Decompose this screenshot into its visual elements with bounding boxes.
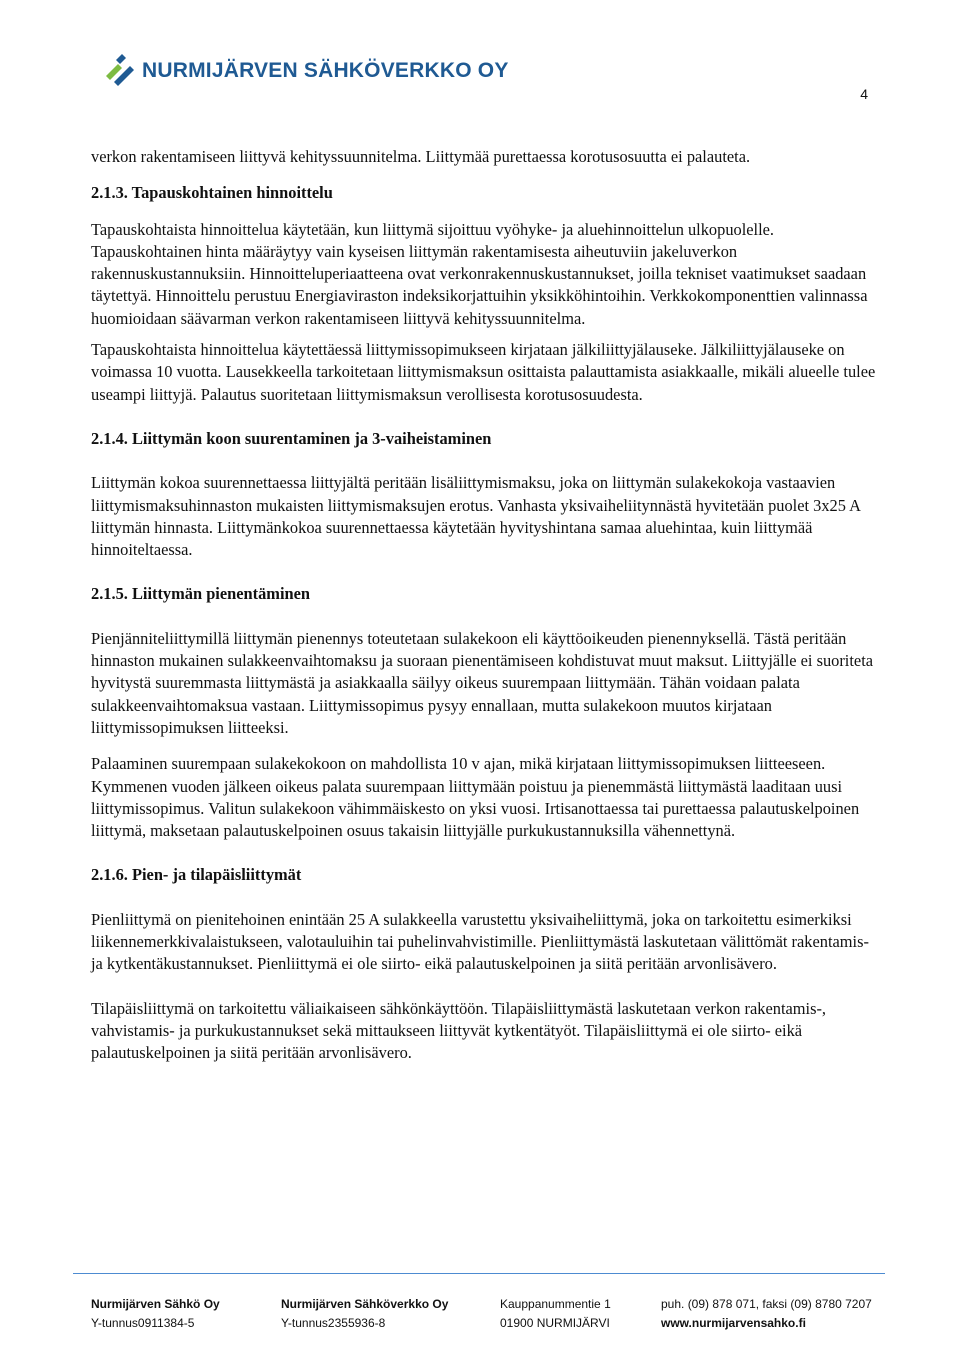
section-heading: 2.1.6. Pien- ja tilapäisliittymät <box>91 865 302 885</box>
footer-business-id: Y-tunnus2355936-8 <box>281 1316 386 1330</box>
footer <box>91 1295 891 1333</box>
logo-emblem-icon <box>104 54 134 88</box>
paragraph: Palaaminen suurempaan sulakekokoon on mahdollista 10 v ajan, mikä kirjataan liittymissopimuksen liitteeseen. Kymmenen vuoden jälkeen oikeus palata suurempaan liittymään poistuu ja pienemmästä liittymästä laaditaan uusi liittymissopimus. Valitun sulakekoon vähimmäiskesto on yksi vuosi. Irtisanottaessa tai purettaessa palautuskelpoinen liittymä, maksetaan palautuskelpoinen osuus takaisin liittyjälle purkukustannuksilla vähennettynä. <box>91 754 860 841</box>
footer-business-id: Y-tunnus0911384-5 <box>91 1316 195 1330</box>
paragraph: Tapauskohtaista hinnoittelua käytetään, kun liittymä sijoittuu vyöhyke- ja aluehinnoittelun ulkopuolelle. Tapauskohtainen hinta määräytyy vain kyseisen liittymän rakentamisesta aiheutuviin jakeluverkon rakennuskustannuksiin. Hinnoitteluperiaatteena ovat verkonrakennuskustannukset, joilla tekniset vaatimukset saadaan täytettyä. Hinnoittelu perustuu Energiaviraston indeksikorjattuihin yksikköhintoihin. Verkkokomponenttien valinnassa huomioidaan säävarman verkon rakentamiseen liittyvä kehityssuunnitelma. <box>91 219 868 328</box>
paragraph: Pienliittymä on pienitehoinen enintään 25 A sulakkeella varustettu yksivaiheliittymä, joka on tarkoitettu esimerkiksi liikennemerkkivalaistukseen, valotauluihin tai puhelinvahvistimille. Pienliittymästä laskutetaan välittömät rakentamis- ja kytkentäkustannukset. Pienliittymä ei ole siirto- eikä palautuskelpoinen ja siitä peritään arvonlisävero. <box>91 909 869 974</box>
footer-divider <box>73 1273 885 1274</box>
page-number: 4 <box>860 86 868 102</box>
section-heading: 2.1.5. Liittymän pienentäminen <box>91 584 311 604</box>
paragraph: Liittymän kokoa suurennettaessa liittyjältä peritään lisäliittymismaksu, joka on liittymän sulakekokoja vastaavien liittymismaksuhinnaston mukaisten liittymismaksujen erotus. Vanhasta yksivaiheliitynnästä hyvitetään puolet 3x25 A liittymän hinnasta. Liittymänkokoa suurennettaessa käytetään hyvityshintana samaa aluehintaa, kuin liittymää hinnoiteltaessa. <box>91 473 861 560</box>
footer-row <box>91 1314 891 1333</box>
document-body <box>91 146 876 1065</box>
paragraph: Tilapäisliittymä on tarkoitettu väliaikaiseen sähkönkäyttöön. Tilapäisliittymästä laskutetaan verkon rakentamis-, vahvistamis- ja purkukustannukset sekä mittaukseen liittyvät kytkentätyöt. Tilapäisliittymä ei ole siirto- eikä palautuskelpoinen ja siitä peritään arvonlisävero. <box>91 998 827 1063</box>
footer-company-name: Nurmijärven Sähkö Oy <box>91 1297 220 1311</box>
logo-text: NURMIJÄRVEN SÄHKÖVERKKO OY <box>142 59 509 82</box>
footer-address: Kauppanummentie 1 <box>500 1297 611 1311</box>
section-heading: 2.1.4. Liittymän koon suurentaminen ja 3-vaiheistaminen <box>91 428 492 448</box>
paragraph: Pienjänniteliittymillä liittymän pienennys toteutetaan sulakekoon eli käyttöoikeuden pienennyksellä. Tästä peritään hinnaston mukainen sulakkeenvaihtomaksu ja suoraan pienentämiseen kohdistuvat muut maksut. Liittyjälle ei suoriteta hyvitystä suuremmasta liittymästä ja asiakkaalla säilyy oikeus suurempaan liittymään. Tähän voidaan palata sulakkeenvaihtomaksua vastaan. Liittymissopimus pysyy ennallaan, mutta sulakekoon muutos kirjataan liittymissopimuksen liitteeksi. <box>91 628 874 737</box>
footer-postal-code: 01900 NURMIJÄRVI <box>500 1316 610 1330</box>
paragraph: Tapauskohtaista hinnoittelua käytettäessä liittymissopimukseen kirjataan jälkiliittyjälauseke. Jälkiliittyjälauseke on voimassa 10 vuotta. Lausekkeella tarkoitetaan liittymismaksun osittaista palauttamista asiakkaalle, mikäli alueelle tulee useampi liittyjä. Palautus suoritetaan liittymismaksun verollisesta korotusosuudesta. <box>91 340 876 404</box>
footer-phone: puh. (09) 878 071, faksi (09) 8780 7207 <box>661 1297 872 1311</box>
paragraph: verkon rakentamiseen liittyvä kehityssuunnitelma. Liittymää purettaessa korotusosuutta ei palauteta. <box>91 147 751 166</box>
company-logo <box>104 54 509 88</box>
footer-row <box>91 1295 891 1314</box>
section-heading: 2.1.3. Tapauskohtainen hinnoittelu <box>91 183 333 203</box>
footer-website-link[interactable]: www.nurmijarvensahko.fi <box>661 1316 806 1330</box>
footer-company-name: Nurmijärven Sähköverkko Oy <box>281 1297 449 1311</box>
